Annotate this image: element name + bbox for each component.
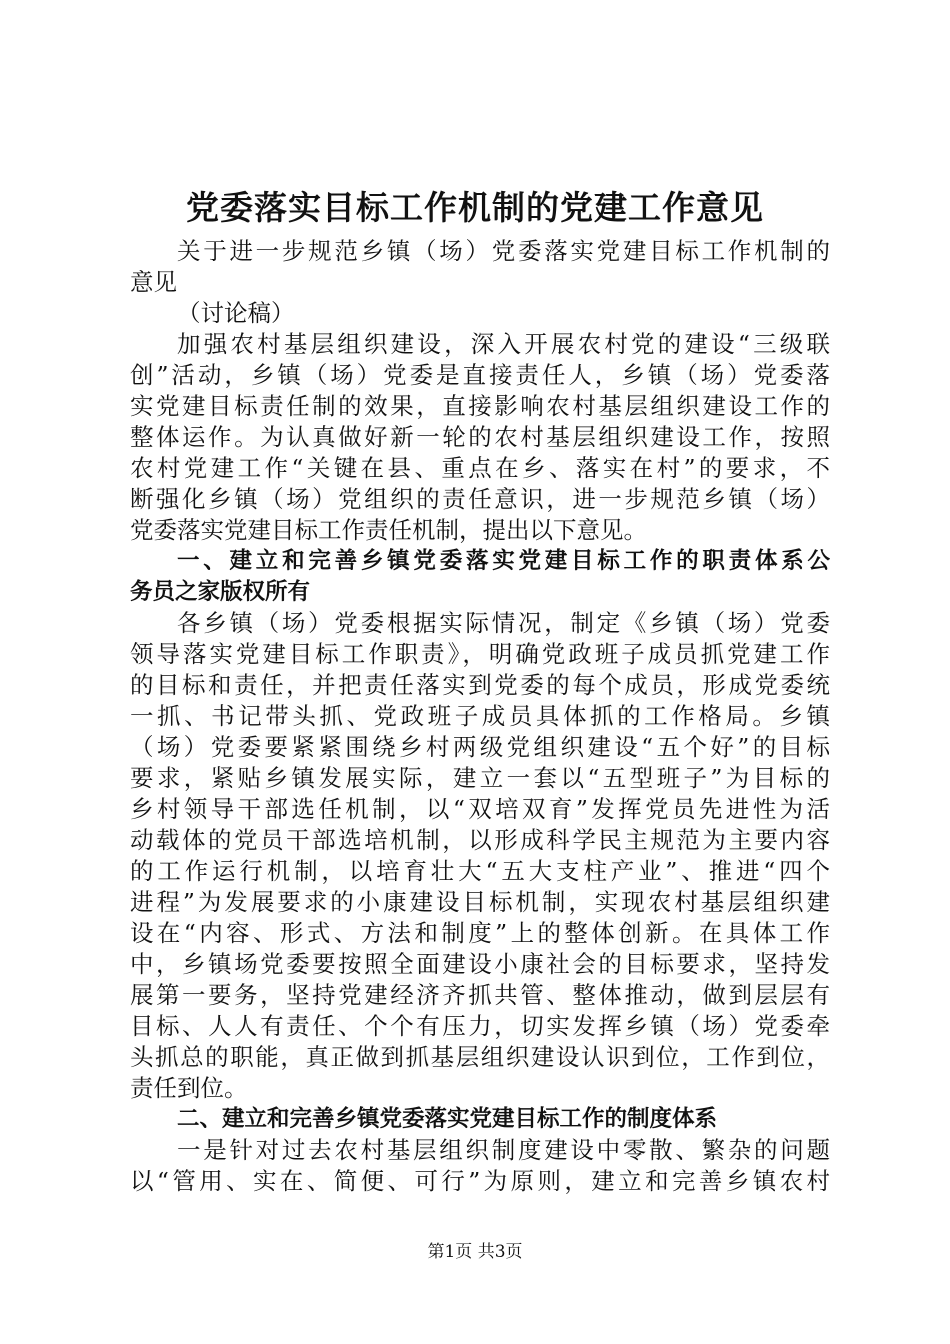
paragraph-line: 整体运作。为认真做好新一轮的农村基层组织建设工作，按照 [130,423,830,451]
paragraph-line: 进程”为发展要求的小康建设目标机制，实现农村基层组织建 [130,888,830,916]
paragraph-line: 各乡镇（场）党委根据实际情况，制定《乡镇（场）党委 [177,609,830,637]
paragraph-line: 实党建目标责任制的效果，直接影响农村基层组织建设工作的 [130,392,830,420]
paragraph-line: 党委落实党建目标工作责任机制，提出以下意见。 [130,516,647,544]
paragraph-line: 的工作运行机制，以培育壮大“五大支柱产业”、推进“四个 [130,857,830,885]
section-heading: 务员之家版权所有 [130,579,311,605]
paragraph-line: 展第一要务，坚持党建经济齐抓共管、整体推动，做到层层有 [130,981,830,1009]
paragraph-line: 中，乡镇场党委要按照全面建设小康社会的目标要求，坚持发 [130,950,830,978]
paragraph-line: 领导落实党建目标工作职责》，明确党政班子成员抓党建工作 [130,640,830,668]
paragraph-line: 创”活动，乡镇（场）党委是直接责任人，乡镇（场）党委落 [130,361,830,389]
document-title: 党委落实目标工作机制的党建工作意见 [186,188,764,227]
document-body [130,236,830,1197]
paragraph-line: 目标、人人有责任、个个有压力，切实发挥乡镇（场）党委牵 [130,1012,830,1040]
paragraph-line: 断强化乡镇（场）党组织的责任意识，进一步规范乡镇（场） [130,485,830,513]
paragraph-line: 设在“内容、形式、方法和制度”上的整体创新。在具体工作 [130,919,830,947]
paragraph-line: （场）党委要紧紧围绕乡村两级党组织建设“五个好”的目标 [130,733,830,761]
paragraph-line: 以“管用、实在、简便、可行”为原则，建立和完善乡镇农村 [130,1167,830,1195]
subtitle-line: 关于进一步规范乡镇（场）党委落实党建目标工作机制的 [177,237,830,265]
paragraph-line: 头抓总的职能，真正做到抓基层组织建设认识到位，工作到位， [130,1043,830,1071]
paragraph-line: 加强农村基层组织建设，深入开展农村党的建设“三级联 [177,330,830,358]
paragraph-line: 乡村领导干部选任机制，以“双培双育”发挥党员先进性为活 [130,795,830,823]
paragraph-line: 一抓、书记带头抓、党政班子成员具体抓的工作格局。乡镇 [130,702,830,730]
subtitle-line: 意见 [130,268,177,296]
paragraph-line: 责任到位。 [130,1074,248,1102]
paragraph-line: 一是针对过去农村基层组织制度建设中零散、繁杂的问题 [177,1136,830,1164]
paragraph-line: 农村党建工作“关键在县、重点在乡、落实在村”的要求，不 [130,454,830,482]
section-heading: 二、建立和完善乡镇党委落实党建目标工作的制度体系 [177,1106,718,1132]
paragraph-line: 动载体的党员干部选培机制，以形成科学民主规范为主要内容 [130,826,830,854]
paragraph-line: 的目标和责任，并把责任落实到党委的每个成员，形成党委统 [130,671,830,699]
page-number: 第1页 共3页 [427,1242,523,1262]
section-heading: 一、建立和完善乡镇党委落实党建目标工作的职责体系公 [177,548,830,574]
paragraph-line: 要求，紧贴乡镇发展实际，建立一套以“五型班子”为目标的 [130,764,830,792]
draft-note: （讨论稿） [177,299,295,327]
